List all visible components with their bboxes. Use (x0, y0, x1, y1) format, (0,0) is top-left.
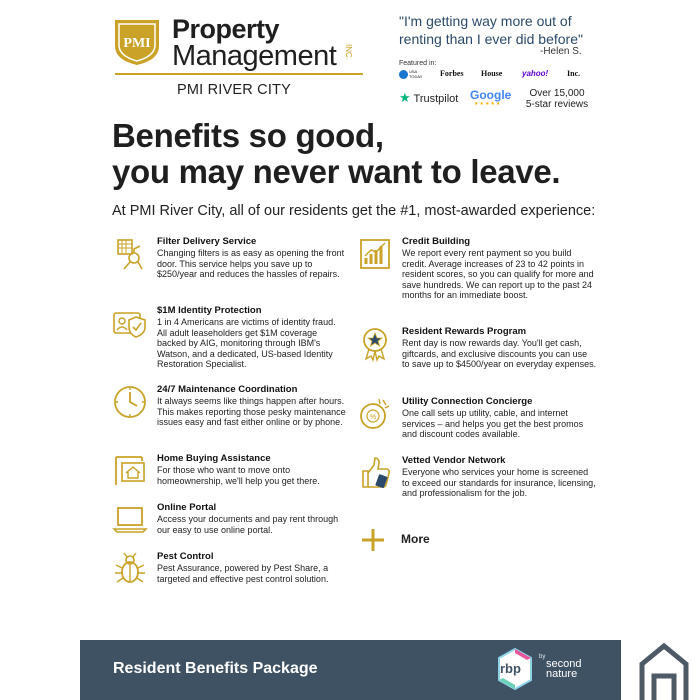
google-stars: ★★★★★ (474, 101, 502, 107)
more-label: More (401, 532, 430, 546)
clock-icon (112, 384, 148, 420)
by-text: by (539, 654, 546, 660)
filter-delivery-icon (112, 236, 148, 272)
forbes-logo: Forbes (440, 69, 464, 78)
rewards-medal-icon (357, 326, 393, 362)
thumbs-up-icon (357, 455, 393, 491)
reviews-line2: 5-star reviews (525, 99, 589, 110)
logo-title: Property (172, 14, 280, 44)
benefit-title: Home Buying Assistance (157, 453, 271, 464)
benefit-title: 24/7 Maintenance Coordination (157, 384, 298, 395)
laptop-icon (112, 502, 148, 538)
identity-protection-icon (112, 305, 148, 341)
house-outline-icon (636, 640, 692, 700)
logo-subtitle: Management (172, 40, 337, 72)
usa-today-logo: USA TODAY (399, 69, 423, 79)
pmi-logo (112, 16, 362, 76)
plus-icon (360, 527, 386, 553)
benefit-desc: One call sets up utility, cable, and internet services – and helps you get the best promos and discount codes available. (402, 408, 584, 440)
headline-line1: Benefits so good, (112, 117, 384, 154)
benefit-desc: Pest Assurance, powered by Pest Share, a targeted and effective pest control solution. (157, 563, 329, 584)
benefit-title: Online Portal (157, 502, 217, 513)
benefit-title: Credit Building (402, 236, 471, 247)
headline (112, 118, 612, 190)
trustpilot-star-icon: ★ (399, 90, 411, 105)
google-text: Google (470, 88, 512, 102)
benefit-desc: 1 in 4 Americans are victims of identity fraud. All adult leaseholders get $1M coverage backed by AIG, monitoring through IBM's Watson, and a dedicated, US-based Identity Restoration Specialist. (157, 317, 336, 370)
benefit-title: Pest Control (157, 551, 214, 562)
logo-inc: INC. (344, 44, 353, 60)
benefit-desc: Rent day is now rewards day. You'll get cash, giftcards, and exclusive discounts you can use to save up to $4500/year on everyday expenses. (402, 338, 597, 370)
benefit-title: Vetted Vendor Network (402, 455, 506, 466)
benefit-desc: Changing filters is as easy as opening the front door. This service helps you save up to $250/year and reduces the hassles of repairs. (157, 248, 345, 280)
benefit-title: Utility Connection Concierge (402, 396, 533, 407)
headline-line2: you may never want to leave. (112, 153, 561, 190)
benefit-desc: Access your documents and pay rent through our easy to use online portal. (157, 514, 339, 535)
benefit-desc: Everyone who services your home is screened to exceed our standards for insurance, licensing, and professionalism for the job. (402, 467, 596, 499)
benefit-desc: We report every rent payment so you build credit. Average increases of 23 to 42 points in resident scores, so you can qualify for more and save hundreds. We can report up to the past 24 months for an immediate boost. (402, 248, 594, 301)
house-logo: House (481, 69, 503, 78)
pmi-shield-icon (112, 16, 162, 66)
logo-badge-text: PMI (123, 36, 151, 51)
utility-concierge-icon (357, 396, 393, 432)
office-name: PMI RIVER CITY (177, 82, 291, 98)
press-logos (399, 69, 589, 81)
logo-divider (115, 73, 363, 75)
footer-title: Resident Benefits Package (113, 660, 318, 677)
intro-text: At PMI River City, all of our residents get the #1, most-awarded experience: (112, 203, 596, 219)
footer-banner (80, 640, 621, 700)
reviews-count (522, 88, 592, 110)
benefit-desc: It always seems like things happen after hours. This makes reporting those pesky maintenance issues easy and fast either online or by phone. (157, 396, 346, 428)
reviews-line1: Over 15,000 (529, 88, 585, 99)
benefit-title: $1M Identity Protection (157, 305, 262, 316)
bug-icon (112, 551, 148, 587)
second-nature-logo: second nature (546, 658, 582, 680)
google-logo (470, 88, 511, 102)
svg-text:%: % (369, 414, 377, 421)
benefit-desc: For those who want to move onto homeownership, we'll help you get there. (157, 465, 320, 486)
featured-in-label: Featured in: (399, 60, 437, 67)
inc-logo: Inc. (567, 69, 581, 78)
rbp-text: rbp (500, 661, 521, 676)
home-buying-icon (112, 453, 148, 489)
benefit-title: Resident Rewards Program (402, 326, 527, 337)
yahoo-logo: yahoo! (522, 69, 549, 78)
trustpilot-logo: ★ Trustpilot (399, 90, 459, 105)
testimonial-quote: "I'm getting way more out of renting than I ever did before" (399, 13, 583, 47)
testimonial-author: -Helen S. (540, 46, 582, 57)
benefit-title: Filter Delivery Service (157, 236, 257, 247)
credit-chart-icon (357, 236, 393, 272)
